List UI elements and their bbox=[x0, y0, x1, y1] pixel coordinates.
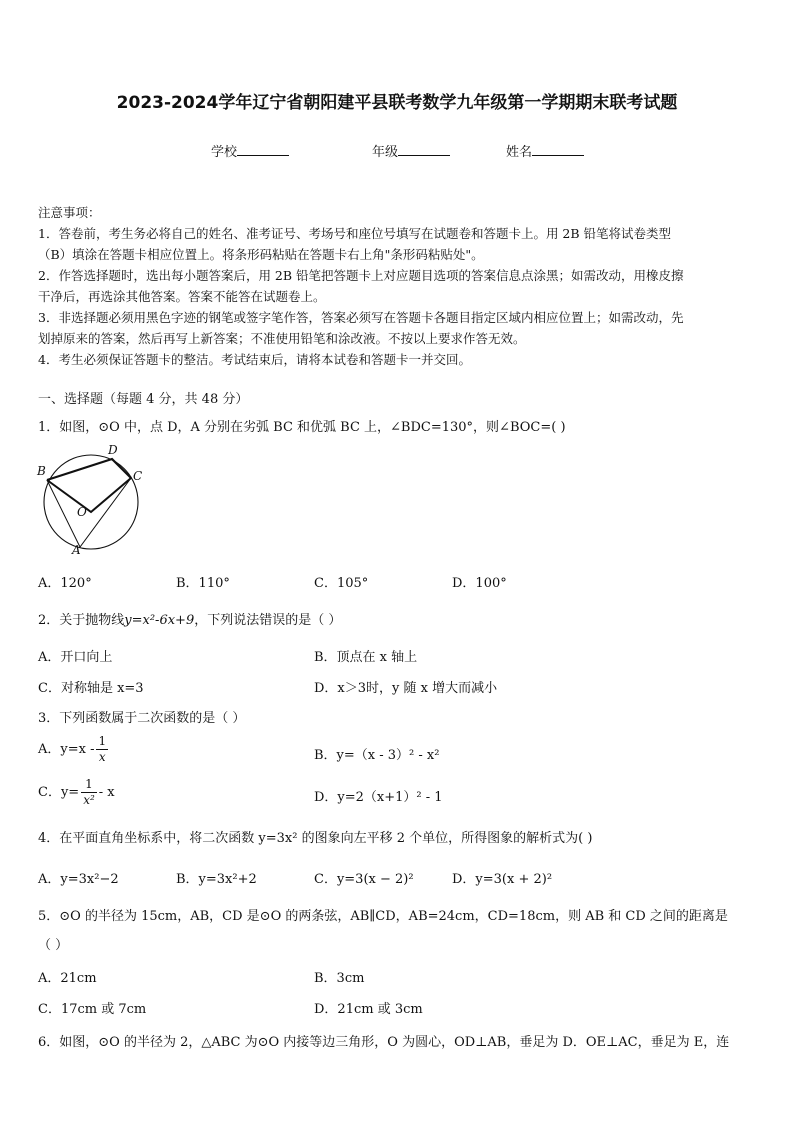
q2-equation: y=x²-6x+9 bbox=[124, 613, 195, 628]
notes-heading: 注意事项： bbox=[38, 205, 101, 220]
question-5-stem: 5．⊙O 的半径为 15cm，AB，CD 是⊙O 的两条弦，AB∥CD，AB=24cm，CD=18cm，则 AB 和 CD 之间的距离是 bbox=[38, 909, 728, 924]
question-5-stem-cont: （ ） bbox=[38, 938, 69, 953]
note-line: 划掉原来的答案，然后再写上新答案；不准使用铅笔和涂改液。不按以上要求作答无效。 bbox=[38, 331, 526, 346]
q4-option-c: C．y=3(x − 2)² bbox=[314, 872, 414, 887]
q4-option-d: D．y=3(x + 2)² bbox=[452, 872, 553, 887]
grade-field: 年级 bbox=[372, 141, 450, 160]
label-d: D bbox=[108, 443, 118, 457]
q5-option-a: A．21cm bbox=[38, 971, 97, 986]
q5-option-b: B．3cm bbox=[314, 971, 365, 986]
question-4-stem: 4．在平面直角坐标系中，将二次函数 y=3x² 的图象向左平移 2 个单位，所得图象的解析式为( ) bbox=[38, 831, 593, 846]
school-blank bbox=[237, 142, 289, 156]
fraction: $\frac{1}{x}$ bbox=[98, 734, 107, 764]
label-o: O bbox=[77, 505, 87, 519]
question-2-stem: 2．关于抛物线y=x²-6x+9，下列说法错误的是（ ） bbox=[38, 613, 342, 628]
q1-option-d: D．100° bbox=[452, 576, 507, 591]
note-line: （B）填涂在答题卡相应位置上。将条形码粘贴在答题卡右上角"条形码粘贴处"。 bbox=[38, 247, 484, 262]
q1-option-c: C．105° bbox=[314, 576, 369, 591]
q5-option-c: C．17cm 或 7cm bbox=[38, 1002, 147, 1017]
question-6-stem: 6．如图，⊙O 的半径为 2，△ABC 为⊙O 内接等边三角形，O 为圆心，OD⊥AB，垂足为 D．OE⊥AC，垂足为 E，连 bbox=[38, 1035, 730, 1050]
q2-option-c: C．对称轴是 x=3 bbox=[38, 681, 144, 696]
q2-option-d: D．x＞3时，y 随 x 增大而减小 bbox=[314, 681, 498, 696]
note-line: 3．非选择题必须用黑色字迹的钢笔或签字笔作答，答案必须写在答题卡各题目指定区域内相应位置上；如需改动，先 bbox=[38, 310, 684, 325]
q4-option-a: A．y=3x²−2 bbox=[38, 872, 119, 887]
note-line: 2．作答选择题时，选出每小题答案后，用 2B 铅笔把答题卡上对应题目选项的答案信息点涂黑；如需改动，用橡皮擦 bbox=[38, 268, 684, 283]
note-line: 干净后，再选涂其他答案。答案不能答在试题卷上。 bbox=[38, 289, 326, 304]
q2-option-a: A．开口向上 bbox=[38, 650, 113, 665]
school-field: 学校 bbox=[211, 141, 289, 160]
fraction: $\frac{1}{\text{x²}}$ bbox=[83, 777, 95, 807]
q2-option-b: B．顶点在 x 轴上 bbox=[314, 650, 418, 665]
question-3-stem: 3．下列函数属于二次函数的是（ ） bbox=[38, 711, 246, 726]
note-line: 1．答卷前，考生务必将自己的姓名、准考证号、考场号和座位号填写在试题卷和答题卡上。用 2B 铅笔将试卷类型 bbox=[38, 226, 672, 241]
name-field: 姓名 bbox=[506, 141, 584, 160]
label-c: C bbox=[133, 469, 143, 483]
q4-option-b: B．y=3x²+2 bbox=[176, 872, 257, 887]
name-blank bbox=[532, 142, 584, 156]
q3-option-c: C．y= $\frac{1}{\text{x²}}$ - x bbox=[38, 777, 115, 807]
circle-figure bbox=[34, 440, 146, 558]
grade-blank bbox=[398, 142, 450, 156]
q1-option-a: A．120° bbox=[38, 576, 92, 591]
note-line: 4．考生必须保证答题卡的整洁。考试结束后，请将本试卷和答题卡一并交回。 bbox=[38, 352, 471, 367]
section-heading: 一、选择题（每题 4 分，共 48 分） bbox=[38, 392, 249, 407]
q3-option-a: A．y=x - $\frac{1}{x}$ bbox=[38, 734, 107, 764]
q1-option-b: B．110° bbox=[176, 576, 230, 591]
q3-option-d: D．y=2（x+1）² - 1 bbox=[314, 790, 443, 805]
label-b: B bbox=[37, 464, 46, 478]
chords-bd-dc bbox=[47, 459, 131, 480]
q5-option-d: D．21cm 或 3cm bbox=[314, 1002, 423, 1017]
q3-option-b: B．y=（x - 3）² - x² bbox=[314, 748, 440, 763]
page-title: 2023-2024学年辽宁省朝阳建平县联考数学九年级第一学期期末联考试题 bbox=[116, 93, 678, 113]
question-1-stem: 1．如图，⊙O 中，点 D，A 分别在劣弧 BC 和优弧 BC 上，∠BDC=130°，则∠BOC=( ) bbox=[38, 420, 566, 435]
label-a: A bbox=[72, 543, 81, 557]
